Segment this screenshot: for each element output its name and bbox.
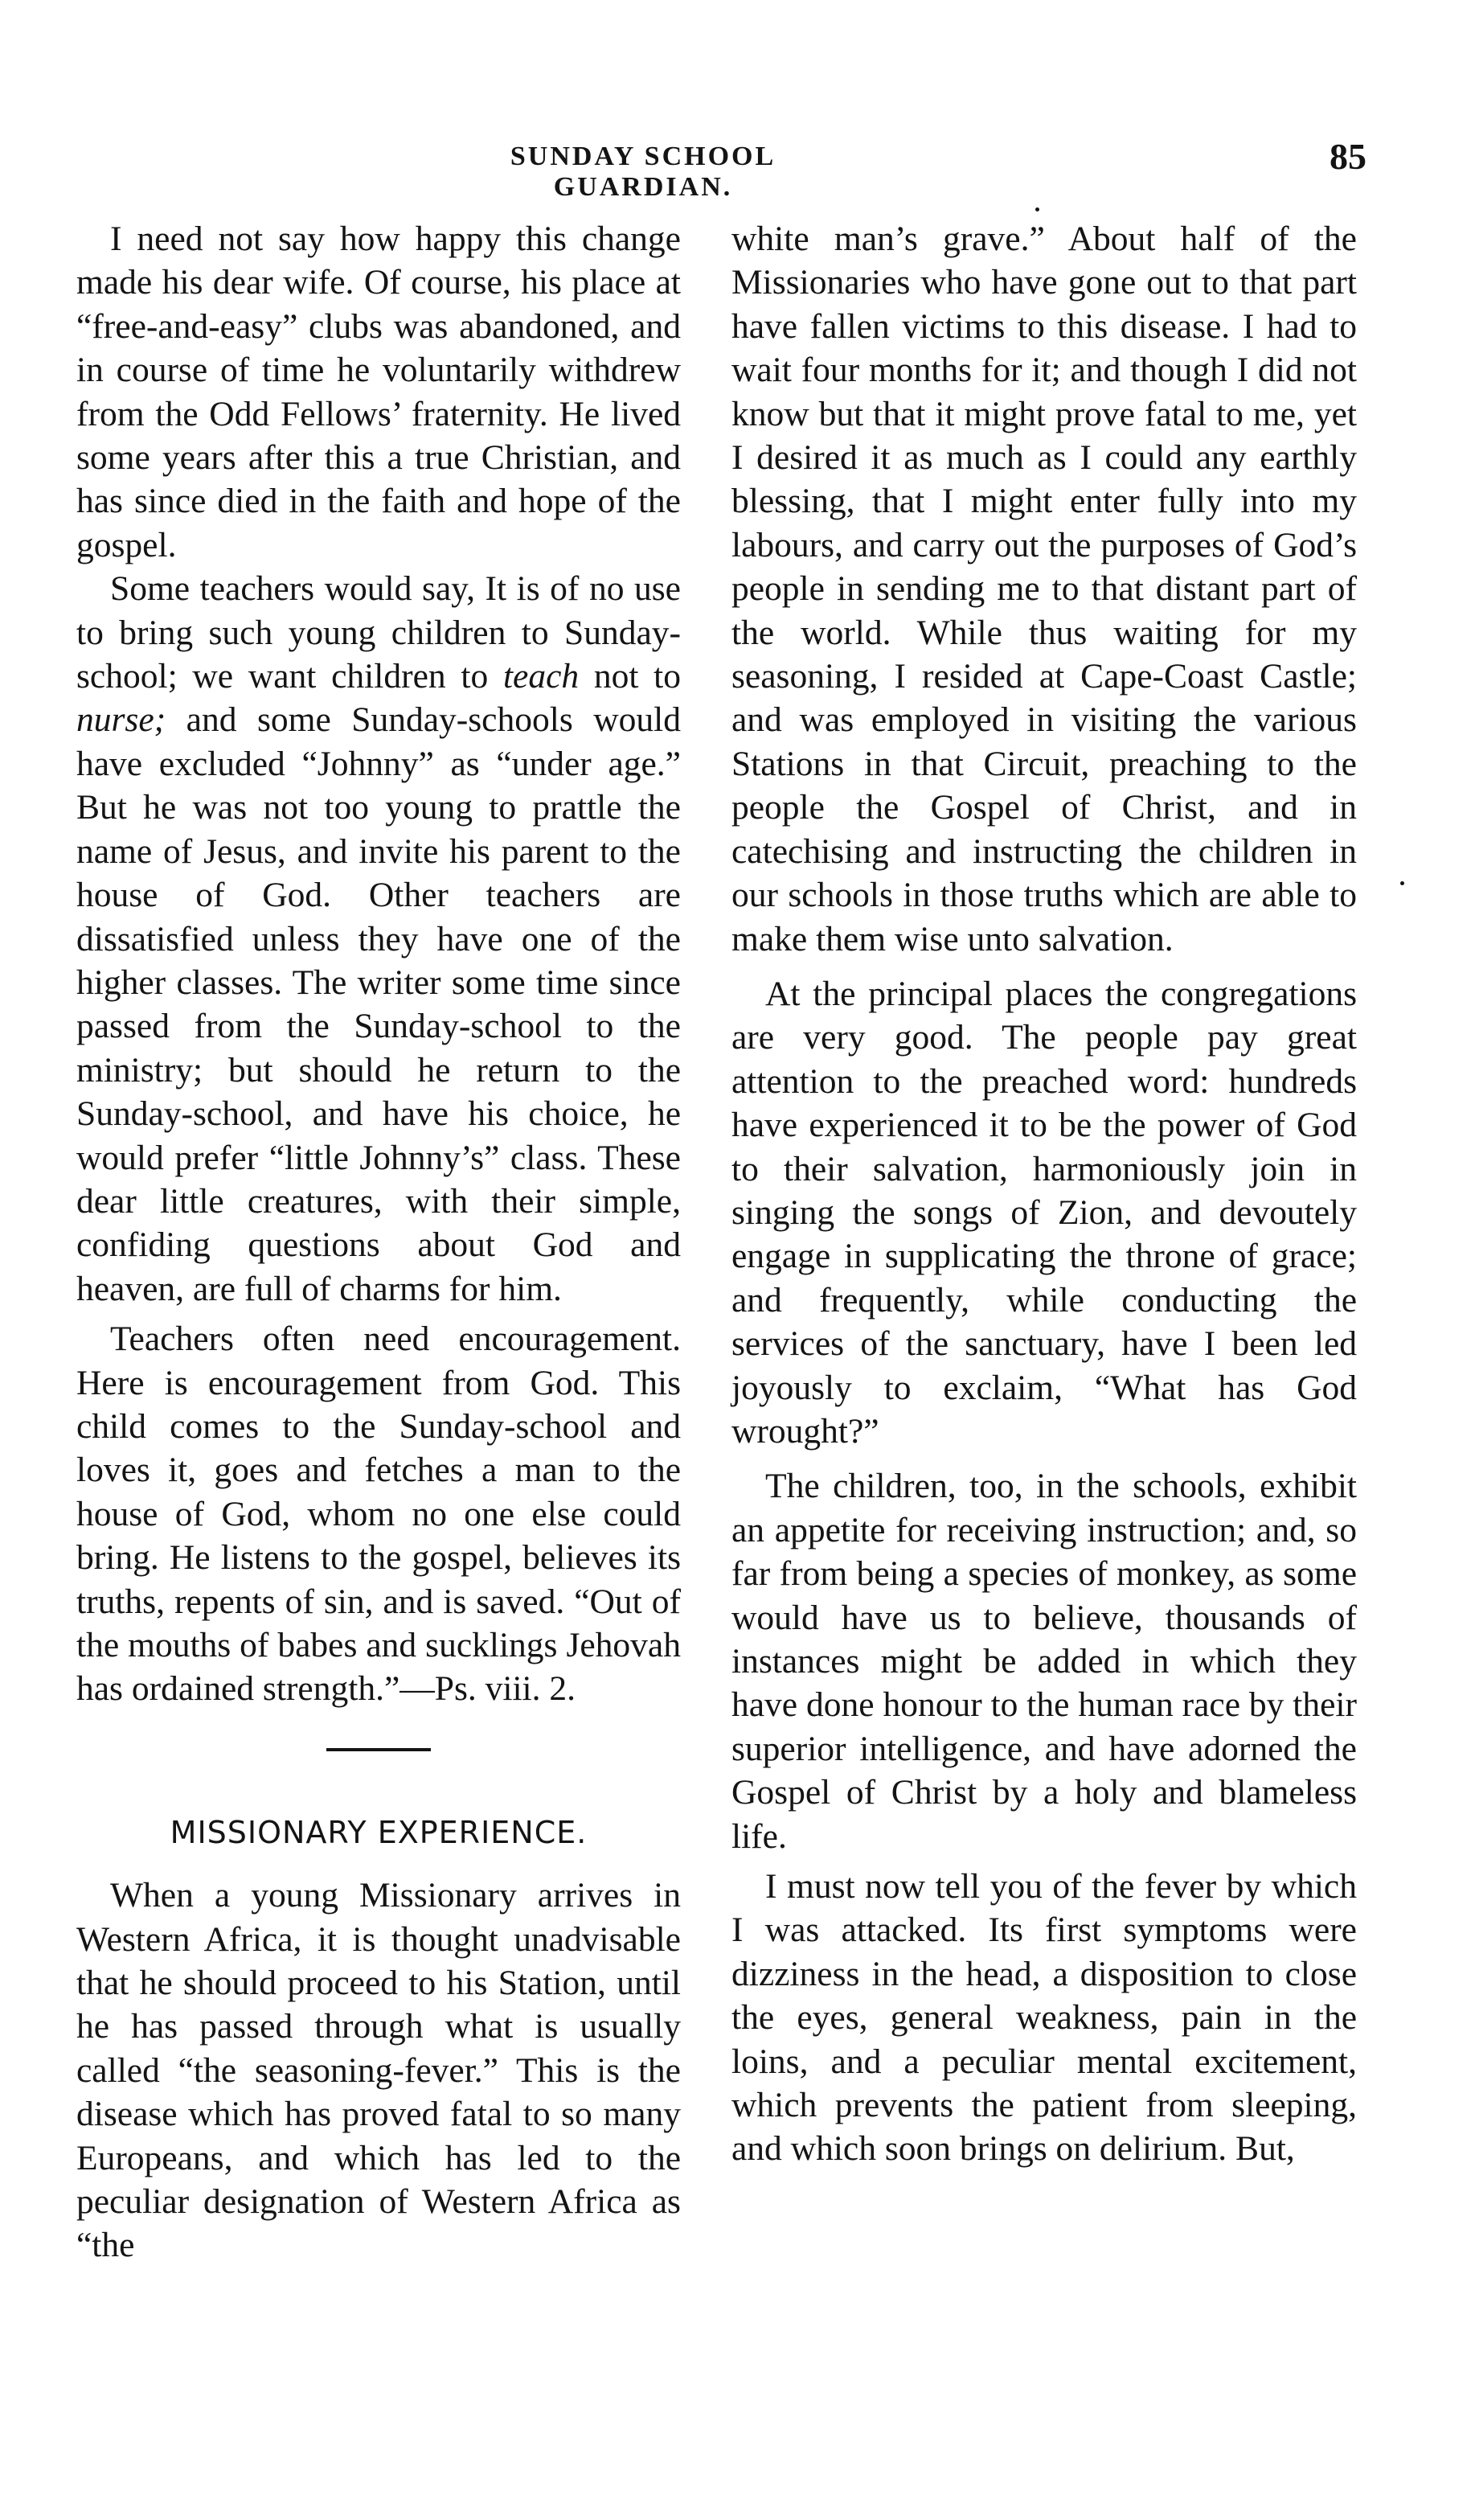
text-run: not to bbox=[593, 657, 682, 696]
paragraph: When a young Missionary arrives in Western Africa, it is thought unadvisable that he should proceed to his Station, until he has passed through what is usually called “the seasoning-fever.” This is the disease which has proved fatal to so many Europeans, and which has led to the peculiar designation of Western Africa as “the bbox=[76, 1876, 681, 2265]
paragraph: The children, too, in the schools, exhibit an appetite for receiving instruction; and, so far from being a species of monkey, as some would have us to believe, thousands of instances might be added in which they have done honour to the human race by their superior intelligence, and have adorned the Gospel of Christ by a holy and blameless life. bbox=[731, 1467, 1357, 1856]
paragraph: white man’s grave.” About half of the Missionaries who have gone out to that part have fallen victims to this disease. I had to wait four months for it; and though I did not know but that it might prove fatal to me, yet I desired it as much as I could any earthly blessing, that I might enter fully into my labours, and carry out the purposes of God’s people in sending me to that distant part of the world. While thus waiting for my seasoning, I resided at Cape-Coast Castle; and was employed in visiting the various Stations in that Circuit, preaching to the people the Gospel of Christ, and in catechising and instructing the children in our schools in those truths which are able to make them wise unto salvation. bbox=[731, 220, 1357, 958]
paragraph: At the principal places the congregations are very good. The people pay great attention to the preached word: hundreds have experienced it to be the power of God to their salvation, harmoniously join in singing the songs of Zion, and devoutely engage in supplicating the throne of grace; and frequently, while conducting the services of the sanctuary, have I been led joyously to exclaim, “What has God wrought?” bbox=[731, 974, 1357, 1451]
emphasis-text: nurse; bbox=[76, 700, 166, 740]
stray-mark-margin bbox=[1400, 881, 1404, 885]
emphasis-text: teach bbox=[502, 657, 580, 696]
text-run: and some Sunday-schools would have excluded “Johnny” as “under age.” But he was not too young to prattle the name of Jesus, and invite his parent to the house of God. Other teachers are dissatisfied unless they have one of the higher classes. The writer some time since passed from the Sunday-school to the ministry; but should he return to the Sunday-school, and have his choice, he would prefer “little Johnny’s” class. These dear little creatures, with their simple, confiding questions about God and heaven, are full of charms for him. bbox=[76, 700, 681, 1308]
paragraph: Teachers often need encouragement. Here is encouragement from God. This child comes to the Sunday-school and loves it, goes and fetches a man to the house of God, whom no one else could bring. He listens to the gospel, believes its truths, repents of sin, and is saved. “Out of the mouths of babes and sucklings Jehovah has ordained strength.”—Ps. viii. 2. bbox=[76, 1320, 681, 1709]
section-divider bbox=[326, 1748, 431, 1751]
stray-mark-top bbox=[1035, 207, 1039, 211]
paragraph bbox=[76, 567, 681, 1311]
right-column bbox=[731, 217, 1357, 2171]
paragraph: I must now tell you of the fever by which I was attacked. Its first symptoms were dizziness in the head, a disposition to close the eyes, general weakness, pain in the loins, and a peculiar mental excitement, which prevents the patient from sleeping, and which soon brings on delirium. But, bbox=[731, 1867, 1357, 2169]
running-title: SUNDAY SCHOOL GUARDIAN. bbox=[510, 142, 776, 202]
page-number: 85 bbox=[1330, 136, 1366, 177]
left-column bbox=[76, 217, 681, 2268]
text-run: Some teachers would say, It is of no use to bring such young children to Sunday-school; we want children to bbox=[76, 569, 681, 696]
section-heading: MISSIONARY EXPERIENCE. bbox=[170, 1814, 588, 1850]
paragraph: I need not say how happy this change made his dear wife. Of course, his place at “free-and-easy” clubs was abandoned, and in course of time he voluntarily withdrew from the Odd Fellows’ fraternity. He lived some years after this a true Christian, and has since died in the faith and hope of the gospel. bbox=[76, 220, 681, 564]
